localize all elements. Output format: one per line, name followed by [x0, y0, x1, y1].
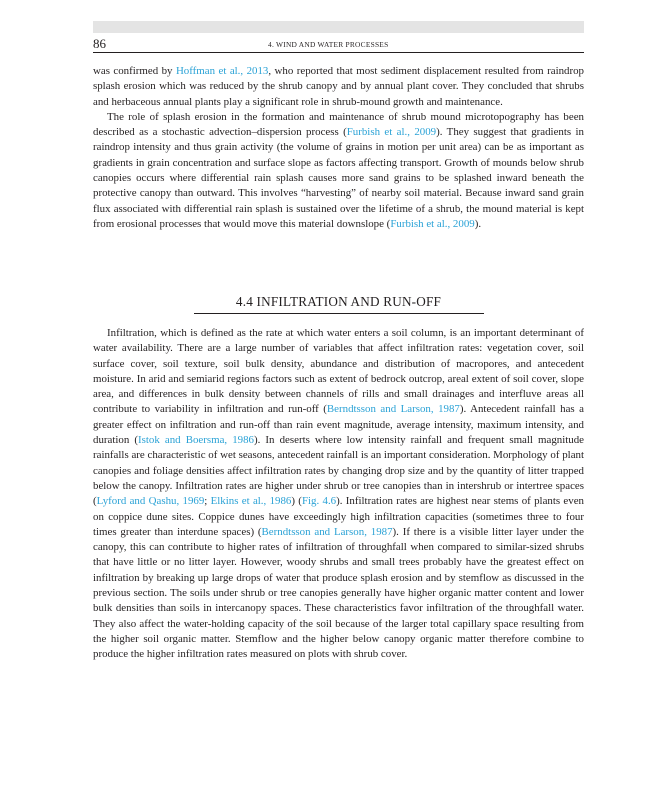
citation-link[interactable]: Berndtsson and Larson, 1987 [261, 525, 393, 538]
paragraph-1 [93, 64, 584, 110]
p1-text-1: was confirmed by [93, 65, 176, 77]
citation-link[interactable]: Furbish et al., 2009 [346, 126, 437, 139]
p3-text-4: ; [204, 495, 211, 508]
p3-text-1: Infiltration, which is defined as the rate at which water enters a soil column, is an important determinant of water availability. There are a large number of variables that affect infiltration rates: vegetation cover, soil surface cover, soil texture, soil bulk density, abundance and distribution of macropores, and antecedent moisture. In arid and semiarid regions factors such as extent of bedrock outcrop, areal extent of soil cover, slope area, and differences in bulk density between channels of rills and small drainages and interfluve areas all contribute to variability in infiltration and run-off ( [93, 327, 584, 416]
body-text-top [93, 64, 584, 232]
p2-text-2: ). They suggest that gradients in raindrop intensity and thus grain activity (the volume of grains in motion per unit area) can be as important as gradients in grain concentration and surface slope as factors affecting transport. Growth of mounds below shrub canopies occurs where differential rain splash causes more sand grains to be splashed inward beneath the protective canopy than outward. This involves “harvesting” of nearby soil material. Because inward sand grain flux associated with differential rain splash is sustained over the lifetime of a shrub, the mound material is kept from erosional processes that would move this material downslope ( [93, 126, 584, 230]
citation-link[interactable]: Berndtsson and Larson, 1987 [326, 403, 460, 416]
p2-text-3: ). [474, 217, 482, 230]
p3-text-6: ). Infiltration rates are highest near stems of plants even on coppice dune sites. Coppice dunes have exceedingly high infiltration capacities (sometimes three to four times greater than interdune spaces) ( [93, 495, 584, 538]
figure-link[interactable]: Fig. 4.6 [301, 495, 337, 508]
page-header [93, 36, 584, 53]
citation-link[interactable]: Istok and Boersma, 1986 [138, 434, 254, 447]
running-head: 4. WIND AND WATER PROCESSES [268, 40, 389, 49]
p3-text-7: ). If there is a visible litter layer under the canopy, this can contribute to higher rates of infiltration of throughfall when compared to similar-sized shrubs that have little or no litter layer. However, woody shrubs and small trees probably have the greatest effect on infiltration by breaking up large drops of water that produce splash erosion and by stemflow as discussed in the previous section. The soils under shrub or tree canopies generally have higher organic matter content and lower bulk densities than soils in intercanopy spaces. These characteristics favor infiltration of the throughfall water. They also affect the water-holding capacity of the soil because of the larger total capillary space resulting from the higher soil organic matter. Stemflow and the higher below canopy organic matter therefore combine to produce the higher infiltration rates measured on plots with shrub cover. [93, 525, 584, 661]
top-gray-band [93, 21, 584, 33]
paragraph-3 [93, 326, 584, 663]
citation-link[interactable]: Hoffman et al., 2013 [175, 65, 269, 77]
p2-text-1: The role of splash erosion in the formation and maintenance of shrub mound microtopography has been described as a stochastic advection–dispersion process ( [93, 110, 584, 139]
section-title: 4.4 INFILTRATION AND RUN-OFF [235, 294, 442, 309]
body-text-section [93, 326, 584, 663]
citation-link[interactable]: Furbish et al., 2009 [390, 217, 475, 230]
heading-underline [194, 313, 484, 314]
p1-text-2: , who reported that most sediment displacement resulted from raindrop splash erosion which was reduced by the shrub canopy and by annual plant cover. They concluded that shrubs and herbaceous annual plants play a significant role in shrub-mound growth and maintenance. [93, 65, 585, 108]
citation-link[interactable]: Elkins et al., 1986 [210, 495, 292, 508]
section-heading [93, 294, 584, 314]
p3-text-5: ) ( [291, 495, 302, 508]
p3-text-2: ). Antecedent rainfall has a greater effect on infiltration and run-off than rain event magnitude, average intensity, maximum intensity, and duration ( [93, 403, 584, 447]
page-number: 86 [93, 36, 106, 51]
citation-link[interactable]: Lyford and Qashu, 1969 [96, 495, 205, 508]
paragraph-2 [93, 110, 584, 232]
p3-text-3: ). In deserts where low intensity rainfall and frequent small magnitude rainfalls are characteristic of wet seasons, antecedent rainfall is an important consideration. Morphology of plant canopies and foliage densities affect infiltration rates by changing drop size and by the quantity of litter trapped below the canopy. Infiltration rates are higher under shrub or tree canopies than in intershrub or intertree spaces ( [93, 434, 584, 508]
